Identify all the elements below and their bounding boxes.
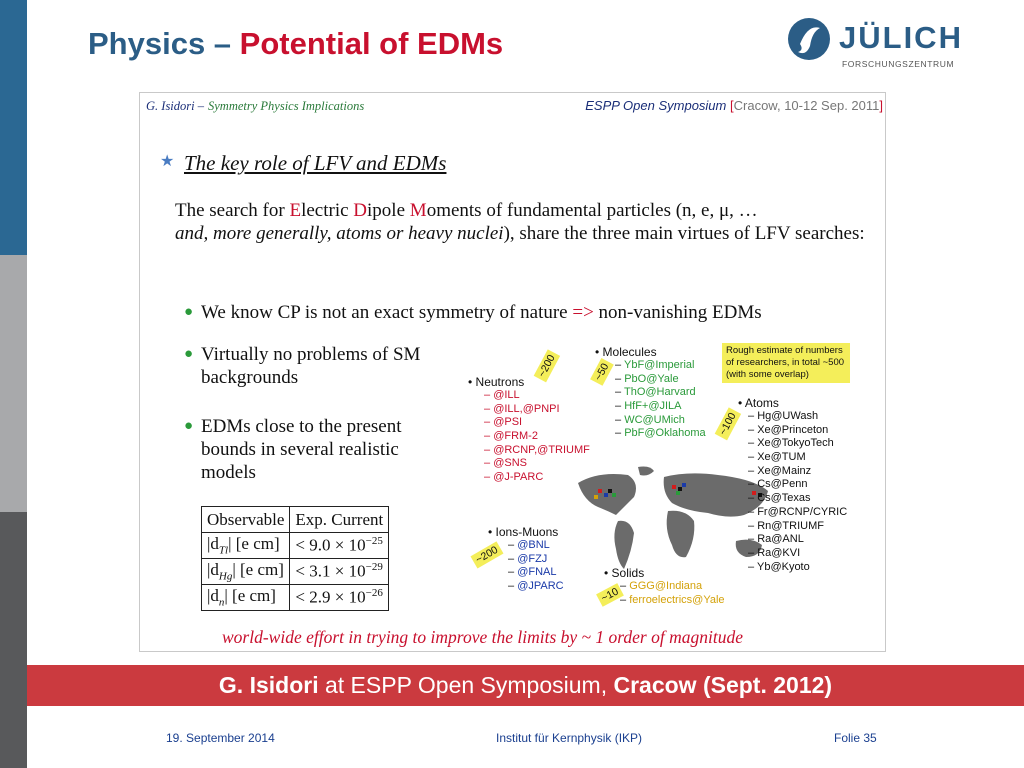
list-item: – PbF@Oklahoma: [615, 427, 706, 441]
map-marker: [676, 491, 680, 495]
list-item: – Hg@UWash: [748, 410, 847, 424]
list-item: – @PSI: [484, 416, 590, 430]
logo-name: JÜLICH: [839, 20, 963, 55]
list-item: – @FNAL: [508, 566, 564, 580]
worldwide-note: world-wide effort in trying to improve the limits by ~ 1 order of magnitude: [222, 627, 743, 647]
group-bullet-icon: •: [595, 345, 603, 359]
list-item: – Cs@Texas: [748, 492, 847, 506]
bullet-sm-backgrounds: ● Virtually no problems of SM backgrounds: [184, 344, 421, 388]
map-marker: [612, 493, 616, 497]
tag-molecules: ~50: [590, 358, 614, 386]
table-row: [202, 585, 389, 611]
map-marker: [678, 487, 682, 491]
group-bullet-icon: •: [604, 566, 612, 580]
footer-slide-number: Folie 35: [834, 731, 877, 745]
bullet-dot-icon: ●: [184, 346, 194, 362]
list-item: – @RCNP,@TRIUMF: [484, 444, 590, 458]
table-row: [202, 559, 389, 585]
group-solids: • Solids – GGG@Indiana – ferroelectrics@Yale: [604, 566, 725, 607]
tag-ions: ~200: [470, 542, 503, 569]
list-item: – YbF@Imperial: [615, 359, 706, 373]
list-item: – Fr@RCNP/CYRIC: [748, 506, 847, 520]
intro-paragraph: The search for Electric Dipole Moments of fundamental particles (n, e, μ, … and, more generally, atoms or heavy nuclei), share the three main virtues of LFV searches:: [175, 200, 865, 244]
list-item: – @FRM-2: [484, 430, 590, 444]
side-stripe-dark: [0, 512, 27, 768]
list-item: – HfF+@JILA: [615, 400, 706, 414]
table-header-current: Exp. Current: [290, 507, 389, 533]
list-item: – Cs@Penn: [748, 478, 847, 492]
map-marker: [682, 483, 686, 487]
list-item: – Ra@KVI: [748, 547, 847, 561]
group-bullet-icon: •: [738, 396, 745, 410]
map-marker: [598, 489, 602, 493]
group-neutrons: • Neutrons – @ILL – @ILL,@PNPI – @PSI – @FRM-2 – @RCNP,@TRIUMF – @SNS – @J-PARC: [468, 375, 590, 485]
bullet-dot-icon: ●: [184, 304, 194, 320]
bullet-dot-icon: ●: [184, 418, 194, 434]
map-marker: [672, 485, 676, 489]
table-cell-observable: $|d_{Hg}|$ [e cm]: [202, 559, 290, 585]
bullet-edm-bounds: ● EDMs close to the present bounds in several realistic models: [184, 416, 402, 483]
table-cell-value: < $9.0 \times 10^{-25}$: [290, 533, 389, 559]
list-item: – Xe@Mainz: [748, 465, 847, 479]
slide-title: Physics – Potential of EDMs: [88, 26, 504, 61]
list-item: – @JPARC: [508, 580, 564, 594]
group-ions-muons: • Ions-Muons – @BNL – @FZJ – @FNAL – @JPARC: [488, 525, 564, 594]
researcher-estimate-note: Rough estimate of numbers of researchers, in total ~500 (with some overlap): [722, 343, 850, 383]
list-item: – Xe@Princeton: [748, 424, 847, 438]
section-title: The key role of LFV and EDMs: [184, 151, 447, 175]
table-cell-observable: $|d_n|$ [e cm]: [202, 585, 290, 611]
list-item: – @FZJ: [508, 553, 564, 567]
list-item: – Rn@TRIUMF: [748, 520, 847, 534]
list-item: – WC@UMich: [615, 414, 706, 428]
citation-band: G. Isidori at ESPP Open Symposium, Cracow (Sept. 2012): [27, 665, 1024, 706]
slide-image-panel: [139, 92, 886, 652]
map-marker: [594, 495, 598, 499]
list-item: – @BNL: [508, 539, 564, 553]
juelich-logo: [786, 14, 963, 74]
list-item: – Yb@Kyoto: [748, 561, 847, 575]
edm-limits-table: [201, 506, 389, 611]
star-bullet-icon: ★: [160, 153, 175, 170]
list-item: – @J-PARC: [484, 471, 590, 485]
table-cell-observable: $|d_{Tl}|$ [e cm]: [202, 533, 290, 559]
group-atoms: • Atoms – Hg@UWash – Xe@Princeton – Xe@TokyoTech – Xe@TUM – Xe@Mainz – Cs@Penn – Cs@Texas – Fr@RCNP/CYRIC – Rn@TRIUMF – Ra@ANL – Ra@KVI – Yb@Kyoto: [738, 396, 847, 574]
group-molecules: • Molecules – YbF@Imperial – PbO@Yale – ThO@Harvard – HfF+@JILA – WC@UMich – PbF@Oklahoma: [595, 345, 706, 441]
table-header-observable: Observable: [202, 507, 290, 533]
list-item: – Xe@TUM: [748, 451, 847, 465]
table-cell-value: < $3.1 \times 10^{-29}$: [290, 559, 389, 585]
panel-header-right: ESPP Open Symposium [Cracow, 10-12 Sep. 2011]: [585, 98, 883, 113]
list-item: – GGG@Indiana: [620, 580, 725, 594]
map-marker: [604, 493, 608, 497]
table-row: [202, 533, 389, 559]
side-stripe-blue: [0, 0, 27, 255]
bullet-cp-symmetry: ● We know CP is not an exact symmetry of nature => non-vanishing EDMs: [184, 302, 762, 323]
list-item: – PbO@Yale: [615, 373, 706, 387]
juelich-logo-icon: [786, 16, 832, 62]
footer-institute: Institut für Kernphysik (IKP): [496, 731, 643, 745]
list-item: – ThO@Harvard: [615, 386, 706, 400]
list-item: – @ILL,@PNPI: [484, 403, 590, 417]
list-item: – ferroelectrics@Yale: [620, 594, 725, 608]
tag-solids: ~10: [596, 583, 624, 607]
panel-header-left: G. Isidori – Symmetry Physics Implications: [146, 99, 365, 113]
footer-date: 19. September 2014: [166, 731, 275, 745]
logo-subtitle: FORSCHUNGSZENTRUM: [842, 59, 955, 69]
list-item: – Ra@ANL: [748, 533, 847, 547]
group-bullet-icon: •: [468, 375, 476, 389]
table-header-row: [202, 507, 389, 533]
map-marker: [608, 489, 612, 493]
table-cell-value: < $2.9 \times 10^{-26}$: [290, 585, 389, 611]
group-bullet-icon: •: [488, 525, 496, 539]
list-item: – @ILL: [484, 389, 590, 403]
tag-atoms: ~100: [715, 408, 741, 441]
list-item: – Xe@TokyoTech: [748, 437, 847, 451]
list-item: – @SNS: [484, 457, 590, 471]
tag-neutrons: ~200: [534, 350, 560, 383]
side-stripe-gray: [0, 255, 27, 512]
